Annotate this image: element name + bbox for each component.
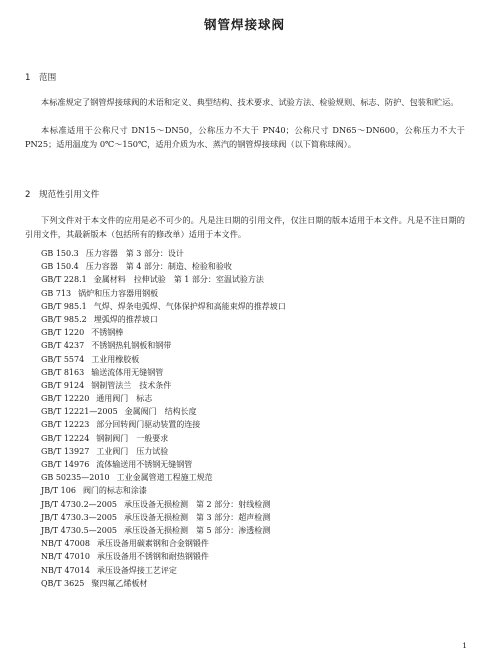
reference-code: GB/T 9124	[41, 380, 85, 390]
section-1-heading	[25, 71, 56, 83]
reference-title: 压力容器 第 4 部分：制造、检验和验收	[85, 262, 232, 272]
reference-item	[41, 458, 471, 471]
reference-code: JB/T 106	[41, 486, 76, 496]
reference-code: GB/T 12223	[41, 420, 90, 430]
reference-title: 锅炉和压力容器用钢板	[78, 288, 159, 298]
reference-item	[41, 471, 471, 484]
reference-title: 工业阀门 压力试验	[96, 446, 169, 456]
reference-code: GB/T 985.2	[41, 314, 87, 324]
section-2-number: 2	[25, 190, 31, 200]
scope-paragraph-1: 本标准规定了钢管焊接球阀的术语和定义、典型结构、技术要求、试验方法、检验规则、标志、防护、包装和贮运。	[41, 97, 459, 107]
reference-list	[41, 247, 471, 590]
reference-item	[41, 405, 471, 418]
reference-title: 承压设备无损检测 第 5 部分：渗透检测	[124, 525, 271, 535]
reference-item	[41, 432, 471, 445]
reference-item	[41, 273, 471, 286]
reference-title: 聚四氟乙烯板材	[91, 578, 148, 588]
reference-item	[41, 247, 471, 260]
reference-item	[41, 564, 471, 577]
section-2-title: 规范性引用文件	[39, 190, 100, 200]
page-number: 1	[462, 641, 467, 650]
reference-title: 埋弧焊的推荐坡口	[93, 314, 158, 324]
reference-code: NB/T 47014	[41, 565, 90, 575]
reference-title: 工业用橡胶板	[91, 354, 140, 364]
reference-title: 钢制管法兰 技术条件	[91, 380, 172, 390]
reference-item	[41, 550, 471, 563]
reference-title: 不锈钢热轧钢板和钢带	[91, 341, 172, 351]
reference-title: 阀门的标志和涂漆	[82, 486, 147, 496]
reference-title: 输送流体用无缝钢管	[91, 367, 164, 377]
reference-item	[41, 537, 471, 550]
reference-item	[41, 577, 471, 590]
reference-code: JB/T 4730.2—2005	[41, 499, 118, 509]
reference-item	[41, 498, 471, 511]
reference-code: GB/T 1220	[41, 328, 85, 338]
reference-code: GB/T 5574	[41, 354, 85, 364]
reference-code: GB 150.4	[41, 262, 79, 272]
reference-item	[41, 339, 471, 352]
document-title: 钢管焊接球阀	[203, 17, 285, 32]
reference-item	[41, 524, 471, 537]
reference-code: JB/T 4730.5—2005	[41, 525, 118, 535]
reference-code: GB/T 12221—2005	[41, 407, 118, 417]
reference-item	[41, 445, 471, 458]
reference-code: GB/T 12224	[41, 433, 90, 443]
reference-title: 钢制阀门 一般要求	[96, 433, 169, 443]
reference-item	[41, 313, 471, 326]
reference-title: 工业金属管道工程施工规范	[116, 473, 213, 483]
reference-title: 承压设备焊接工艺评定	[96, 565, 177, 575]
reference-code: GB/T 228.1	[41, 275, 87, 285]
reference-title: 部分回转阀门驱动装置的连接	[96, 420, 201, 430]
reference-item	[41, 511, 471, 524]
section-1-number: 1	[25, 73, 31, 83]
references-intro: 下列文件对于本文件的应用是必不可少的。凡是注日期的引用文件，仅注日期的版本适用于本文件。凡是不注日期的引用文件，其最新版本（包括所有的修改单）适用于本文件。	[25, 215, 465, 239]
reference-title: 气焊、焊条电弧焊、气体保护焊和高能束焊的推荐坡口	[93, 301, 286, 311]
reference-item	[41, 418, 471, 431]
reference-code: NB/T 47008	[41, 539, 90, 549]
reference-item	[41, 300, 471, 313]
reference-code: GB 713	[41, 288, 72, 298]
reference-item	[41, 353, 471, 366]
reference-item	[41, 326, 471, 339]
reference-code: GB/T 14976	[41, 460, 90, 469]
reference-code: GB/T 13927	[41, 446, 90, 456]
reference-item	[41, 379, 471, 392]
reference-code: QB/T 3625	[41, 578, 85, 588]
reference-code: JB/T 4730.3—2005	[41, 512, 118, 522]
reference-code: GB/T 12220	[41, 394, 90, 404]
section-2-heading	[25, 188, 99, 200]
reference-title: 承压设备用碳素钢和合金钢锻件	[96, 539, 209, 549]
reference-item	[41, 484, 471, 497]
reference-item	[41, 392, 471, 405]
reference-title: 流体输送用不锈钢无缝钢管	[96, 460, 193, 469]
reference-code: GB 50235—2010	[41, 473, 110, 483]
reference-item	[41, 260, 471, 273]
reference-title: 金属阀门 结构长度	[124, 407, 197, 417]
reference-title: 不锈钢棒	[91, 328, 124, 338]
reference-code: GB/T 8163	[41, 367, 85, 377]
reference-code: NB/T 47010	[41, 552, 90, 562]
reference-code: GB/T 985.1	[41, 301, 87, 311]
reference-item	[41, 366, 471, 379]
reference-title: 承压设备无损检测 第 3 部分：超声检测	[124, 512, 271, 522]
reference-code: GB 150.3	[41, 249, 79, 258]
reference-item	[41, 287, 471, 300]
section-1-title: 范围	[39, 73, 57, 83]
reference-code: GB/T 4237	[41, 341, 85, 351]
reference-title: 承压设备无损检测 第 2 部分：射线检测	[124, 499, 271, 509]
scope-paragraph-2: 本标准适用于公称尺寸 DN15～DN50，公称压力不大于 PN40；公称尺寸 DN65～DN600，公称压力不大于 PN25；适用温度为 0℃～150℃，适用介质为水、蒸汽的钢管焊接球阀（以下简称球阀）。	[25, 125, 465, 149]
reference-title: 压力容器 第 3 部分：设计	[85, 249, 184, 258]
reference-title: 金属材料 拉伸试验 第 1 部分：室温试验方法	[93, 275, 264, 285]
reference-title: 通用阀门 标志	[96, 394, 153, 404]
reference-title: 承压设备用不锈钢和耐热钢锻件	[96, 552, 209, 562]
